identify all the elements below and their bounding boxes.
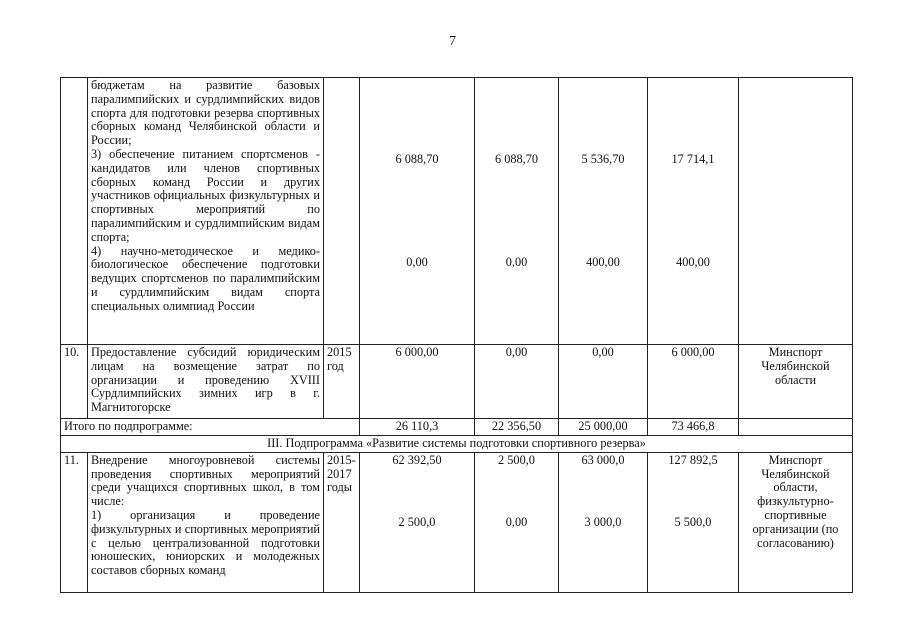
value-cell: 6 000,00 <box>360 345 475 419</box>
total-value-cell: 22 356,50 <box>475 419 559 436</box>
value-text: 3 000,0 <box>584 514 622 529</box>
value-text: 127 892,5 <box>668 452 718 467</box>
desc-paragraph: 1) организация и проведение физкультурных и спортивных мероприятий с целью централизованной подготовки юношеских, юниорских и молодежных составов сборных команд <box>91 507 320 578</box>
table-row-total <box>61 419 853 436</box>
value-cell: 0,00 <box>475 345 559 419</box>
row-number-cell: 10. <box>61 345 88 419</box>
value-cell <box>648 452 739 592</box>
period-cell <box>324 78 360 345</box>
value-text: 0,00 <box>505 514 528 529</box>
section-title: III. Подпрограмма «Развитие системы подготовки спортивного резерва» <box>61 436 853 453</box>
value-text: 400,00 <box>676 255 710 269</box>
value-text: 63 000,0 <box>581 452 625 467</box>
period-cell: 2015 год <box>324 345 360 419</box>
total-value-cell: 26 110,3 <box>360 419 475 436</box>
table-row-11 <box>61 452 853 592</box>
row-number-cell: 11. <box>61 452 88 592</box>
page-number: 7 <box>449 34 456 49</box>
value-cell <box>559 452 648 592</box>
value-text: 2 500,0 <box>398 514 436 529</box>
value-cell <box>360 452 475 592</box>
description-cell <box>88 452 324 592</box>
desc-paragraph: 3) обеспечение питанием спортсменов - кандидатов или членов спортивных сборных команд России и других участников официальных физкультурных и спортивных мероприятий по паралимпийским и сурдлимпийским видам спорта; <box>91 146 320 244</box>
value-cell <box>475 78 559 345</box>
value-cell <box>559 78 648 345</box>
value-cell: 6 000,00 <box>648 345 739 419</box>
table-row-continuation <box>61 78 853 345</box>
value-text: 17 714,1 <box>671 152 715 166</box>
desc-paragraph: Внедрение многоуровневой системы проведения спортивных мероприятий среди учащихся спортивных школ, в том числе: <box>91 452 320 509</box>
value-text: 5 536,70 <box>581 152 625 166</box>
total-value-cell: 25 000,00 <box>559 419 648 436</box>
total-value-cell: 73 466,8 <box>648 419 739 436</box>
value-cell <box>475 452 559 592</box>
total-label: Итого по подпрограмме: <box>61 419 360 436</box>
value-text: 0,00 <box>406 255 428 269</box>
executor-cell <box>739 78 853 345</box>
desc-paragraph: 4) научно-методическое и медико-биологическое обеспечение подготовки ведущих спортсменов по паралимпийским и сурдлимпийским видам спорта специальных олимпиад России <box>91 243 320 313</box>
executor-cell: Минспорт Челябинской области, физкультурно-спортивные организации (по согласованию) <box>739 452 853 592</box>
program-table <box>60 77 853 593</box>
value-cell <box>648 78 739 345</box>
value-text: 0,00 <box>505 255 528 269</box>
value-text: 2 500,0 <box>498 452 535 467</box>
desc-paragraph: бюджетам на развитие базовых паралимпийских и сурдлимпийских видов спорта для подготовки резерва спортивных сборных команд Челябинской области и России; <box>91 78 320 148</box>
executor-cell: Минспорт Челябинской области <box>739 345 853 419</box>
row-number-cell <box>61 78 88 345</box>
executor-cell <box>739 419 853 436</box>
value-text: 6 088,70 <box>494 152 539 166</box>
value-text: 62 392,50 <box>392 452 442 467</box>
description-cell: Предоставление субсидий юридическим лицам на возмещение затрат по организации и проведению XVIII Сурдлимпийских зимних игр в г. Магнитогорске <box>88 345 324 419</box>
value-text: 400,00 <box>586 255 620 269</box>
value-cell <box>360 78 475 345</box>
table-row-section <box>61 436 853 453</box>
table-row-10 <box>61 345 853 419</box>
value-text: 5 500,0 <box>674 514 712 529</box>
period-cell: 2015-2017 годы <box>324 452 360 592</box>
value-text: 6 088,70 <box>395 152 439 166</box>
value-cell: 0,00 <box>559 345 648 419</box>
description-cell <box>88 78 324 345</box>
